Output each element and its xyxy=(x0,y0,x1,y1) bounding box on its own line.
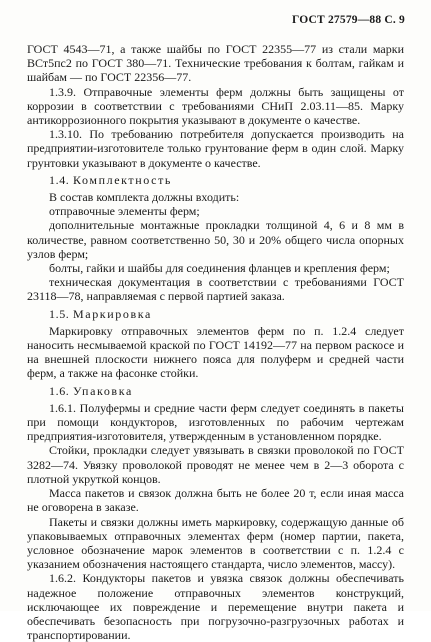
paragraph-posts: Стойки, прокладки следует увязывать в связки проволокой по ГОСТ 3282—74. Увязку проволокой проводят не менее чем в 2—3 оборота с плотной укруткой концов. xyxy=(27,443,404,486)
list-item-kit-2: дополнительные монтажные прокладки толщиной 4, 6 и 8 мм в количестве, равном соответственно 50, 30 и 20% общего числа опорных узлов ферм; xyxy=(27,218,404,261)
list-item-kit-1: отправочные элементы ферм; xyxy=(49,204,200,219)
body-text xyxy=(27,42,404,642)
paragraph-1-6-2: 1.6.2. Кондукторы пакетов и увязка связок должны обеспечивать надежное положение отправочных элементов конструкций, исключающее их повреждение и перемещение внутри пакета и обеспечивать безопасность при погрузочно-разгрузочных работах и транспортировании. xyxy=(27,571,404,642)
section-heading-1-4 xyxy=(27,173,404,187)
paragraph-kit-intro: В состав комплекта должны входить: xyxy=(49,190,240,205)
paragraph-marking: Маркировку отправочных элементов ферм по п. 1.2.4 следует наносить несмываемой краской по ГОСТ 14192—77 на первом раскосе и на внешней плоскости нижнего пояса для полуферм и средней части ферм, а также на фасонке стойки. xyxy=(27,323,404,381)
paragraph-1-3-9: 1.3.9. Отправочные элементы ферм должны быть защищены от коррозии в соответствии с требованиями СНиП 2.03.11—85. Марку антикоррозионного покрытия указывают в документе о качестве. xyxy=(27,84,404,128)
section-number: 1.5. xyxy=(49,306,70,321)
paragraph-1-6-1: 1.6.1. Полуфермы и средние части ферм следует соединять в пакеты при помощи кондукторов, изготовленных по рабочим чертежам предприятия-изготовителя, утвержденным в установленном порядке. xyxy=(27,400,404,444)
section-number: 1.6. xyxy=(49,383,70,398)
paragraph-labels: Пакеты и связки должны иметь маркировку, содержащую данные об упаковываемых отправочных элементах ферм (номер партии, пакета, условное обозначение марок элементов в соответствии с п. 1.2.4 с указанием обозначения настоящего стандарта, число элементов, массу). xyxy=(27,514,404,572)
paragraph-intro: ГОСТ 4543—71, а также шайбы по ГОСТ 22355—77 из стали марки ВСт5пс2 по ГОСТ 380—71. Технические требования к болтам, гайкам и шайбам — по ГОСТ 22356—77. xyxy=(27,42,404,85)
paragraph-1-3-10: 1.3.10. По требованию потребителя допускается производить на предприятии-изготовителе только грунтование ферм в один слой. Марку грунтовки указывают в документе о качестве. xyxy=(27,127,404,170)
section-number: 1.4. xyxy=(49,172,70,187)
section-title: Маркировка xyxy=(73,306,152,321)
section-heading-1-5 xyxy=(27,307,404,321)
list-item-kit-3: болты, гайки и шайбы для соединения фланцев и крепления ферм; xyxy=(49,261,390,276)
running-head: ГОСТ 27579—88 С. 9 xyxy=(292,14,405,26)
list-item-kit-4: техническая документация в соответствии с требованиями ГОСТ 23118—78, направляемая с первой партией заказа. xyxy=(27,275,404,304)
paragraph-mass: Масса пакетов и связок должна быть не более 20 т, если иная масса не оговорена в заказе. xyxy=(27,486,404,515)
section-title: Комплектность xyxy=(73,172,173,187)
section-title: Упаковка xyxy=(73,383,133,398)
section-heading-1-6 xyxy=(27,384,404,398)
